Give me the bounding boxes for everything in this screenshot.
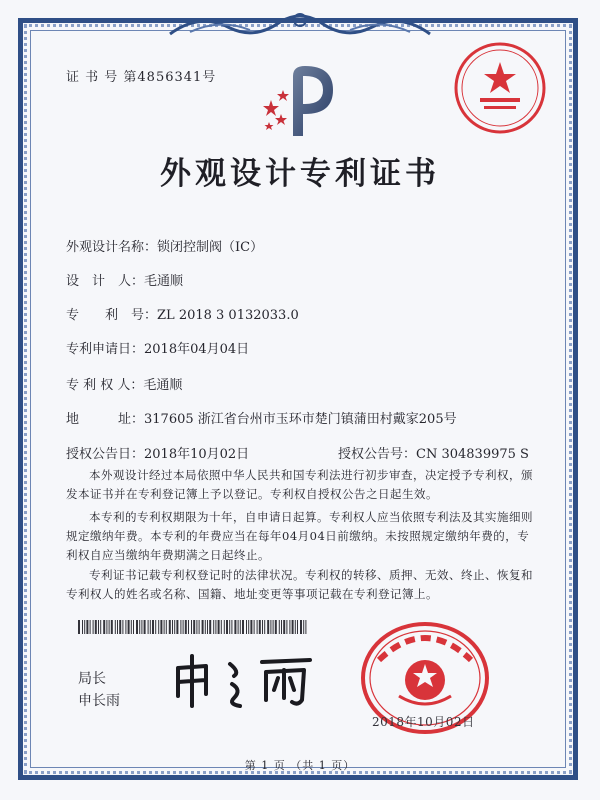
- grant-number-label: 授权公告号：: [338, 447, 417, 462]
- certificate-title: 外观设计专利证书: [160, 156, 440, 192]
- patentee-label: 专 利 权 人：: [66, 378, 144, 393]
- grant-number-row: [338, 443, 529, 462]
- design-name-value: 锁闭控制阀（IC）: [157, 240, 264, 255]
- patent-number-value: ZL 2018 3 0132033.0: [157, 308, 299, 323]
- certificate-number: 证 书 号 第4856341号: [66, 70, 217, 85]
- grant-date-value: 2018年10月02日: [144, 447, 250, 462]
- grant-date-label: 授权公告日：: [66, 447, 145, 462]
- paragraph-grant: 本外观设计经过本局依照中华人民共和国专利法进行初步审查，决定授予专利权，颁发本证书并在专利登记簿上予以登记。专利权自授权公告之日起生效。: [66, 468, 533, 501]
- seal-date: 2018年10月02日: [372, 715, 475, 729]
- grant-number-value: CN 304839975 S: [416, 447, 529, 462]
- address-value: 317605 浙江省台州市玉环市楚门镇蒲田村戴家205号: [144, 412, 457, 427]
- handwritten-signature-icon: [170, 650, 320, 710]
- designer-value: 毛通顺: [144, 274, 184, 289]
- designer-label: 设 计 人：: [66, 274, 145, 289]
- paragraph-legal-status: 专利证书记载专利权登记时的法律状况。专利权的转移、质押、无效、终止、恢复和专利权人的姓名或名称、国籍、地址变更等事项记载在专利登记簿上。: [66, 568, 533, 601]
- patent-office-logo-icon: [255, 56, 345, 146]
- patent-number-row: [66, 304, 299, 323]
- design-name-row: [66, 236, 263, 255]
- patent-number-label: 专 利 号：: [66, 308, 158, 323]
- director-title: 局长: [78, 671, 106, 687]
- address-label: 地 址：: [66, 412, 145, 427]
- page-footer: 第 1 页 （共 1 页）: [244, 759, 356, 772]
- patentee-value: 毛通顺: [143, 378, 183, 393]
- application-date-value: 2018年04月04日: [144, 342, 250, 357]
- small-red-seal-icon: [450, 38, 550, 138]
- patentee-row: [66, 374, 182, 393]
- paragraph-term: 本专利的专利权期限为十年，自申请日起算。专利权人应当依照专利法及其实施细则规定缴纳年费。本专利的年费应当在每年04月04日前缴纳。未按照规定缴纳年费的，专利权自应当缴纳年费期满之日起终止。: [66, 510, 533, 562]
- design-name-label: 外观设计名称：: [66, 240, 158, 255]
- application-date-label: 专利申请日：: [66, 342, 145, 357]
- barcode-icon: [78, 620, 308, 634]
- top-ornament-icon: [160, 8, 440, 40]
- director-name: 申长雨: [78, 693, 120, 709]
- application-date-row: [66, 338, 249, 357]
- address-row: [66, 408, 457, 427]
- grant-date-row: [66, 443, 249, 462]
- designer-row: [66, 270, 183, 289]
